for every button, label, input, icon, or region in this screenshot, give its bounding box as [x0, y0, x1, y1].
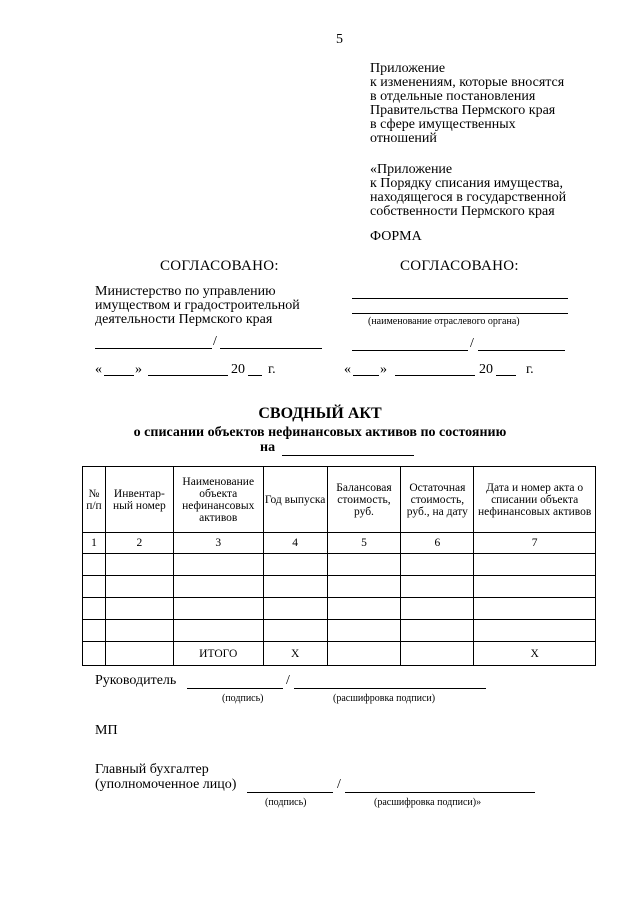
right-quote-close: » — [380, 362, 387, 377]
act-title: СВОДНЫЙ АКТ — [258, 405, 382, 422]
left-day-line — [104, 375, 134, 376]
appendix-line: в отдельные постановления — [370, 89, 536, 104]
right-slash: / — [470, 336, 474, 351]
left-month-line — [148, 375, 228, 376]
right-decode-line — [478, 350, 565, 351]
header-cell: Год выпуска — [263, 467, 327, 533]
header-cell: № п/п — [83, 467, 106, 533]
right-month-line — [395, 375, 475, 376]
accountant-decode-line — [345, 792, 535, 793]
right-day-line — [353, 375, 379, 376]
appendix-line: к изменениям, которые вносятся — [370, 75, 565, 90]
total-cell — [105, 642, 173, 666]
left-slash: / — [213, 334, 217, 349]
header-cell: Остаточная стоимость, руб., на дату — [401, 467, 474, 533]
stamp-label: МП — [95, 723, 118, 738]
ministry-line: имуществом и градостроительной — [95, 298, 300, 313]
appendix-line: к Порядку списания имущества, — [370, 176, 563, 191]
table-row — [83, 598, 596, 620]
left-year: 20 — [231, 362, 245, 377]
appendix-line: отношений — [370, 131, 437, 146]
head-sign-caption: (подпись) — [222, 693, 264, 704]
header-cell: Балансовая стоимость, руб. — [327, 467, 401, 533]
table-row — [83, 554, 596, 576]
right-year-line — [496, 375, 516, 376]
left-decode-line — [220, 348, 322, 349]
appendix-line: собственности Пермского края — [370, 204, 555, 219]
summary-table — [82, 466, 596, 666]
head-decode-caption: (расшифровка подписи) — [333, 693, 436, 704]
right-org-line-1 — [352, 298, 568, 299]
act-on-label: на — [260, 440, 276, 455]
left-quote-open: « — [95, 362, 102, 377]
header-cell: Инвентар-ный номер — [105, 467, 173, 533]
number-cell: 5 — [327, 533, 401, 554]
right-year: 20 — [479, 362, 493, 377]
accountant-decode-caption: (расшифровка подписи)» — [374, 797, 482, 808]
table-row — [83, 576, 596, 598]
number-cell: 2 — [105, 533, 173, 554]
total-cell: Х — [263, 642, 327, 666]
accountant-slash: / — [337, 777, 341, 792]
table-row — [83, 620, 596, 642]
number-cell: 1 — [83, 533, 106, 554]
table-total-row — [83, 642, 596, 666]
procedure-appendix-note — [370, 163, 610, 219]
head-decode-line — [294, 688, 486, 689]
number-cell: 4 — [263, 533, 327, 554]
table-number-row — [83, 533, 596, 554]
total-label-cell: ИТОГО — [173, 642, 263, 666]
right-year-suffix: г. — [526, 362, 534, 377]
head-label: Руководитель — [95, 673, 177, 688]
right-quote-open: « — [344, 362, 351, 377]
left-agreed-heading: СОГЛАСОВАНО: — [160, 258, 279, 274]
total-cell — [401, 642, 474, 666]
appendix-line: Приложение — [370, 61, 446, 76]
total-cell — [83, 642, 106, 666]
head-sign-line — [187, 688, 283, 689]
authorized-person-label: (уполномоченное лицо) — [95, 777, 237, 792]
table-header-row — [83, 467, 596, 533]
appendix-line: в сфере имущественных — [370, 117, 516, 132]
left-sign-line — [95, 348, 212, 349]
ministry-name — [95, 285, 300, 327]
org-caption: (наименование отраслевого органа) — [368, 316, 520, 327]
appendix-line: находящегося в государственной — [370, 190, 567, 205]
form-label: ФОРМА — [370, 229, 422, 244]
accountant-sign-caption: (подпись) — [265, 797, 307, 808]
number-cell: 6 — [401, 533, 474, 554]
left-quote-close: » — [135, 362, 142, 377]
page-number: 5 — [336, 32, 343, 47]
accountant-label: Главный бухгалтер — [95, 762, 209, 777]
left-year-suffix: г. — [268, 362, 276, 377]
ministry-line: Министерство по управлению — [95, 284, 276, 299]
header-cell: Наименование объекта нефинансовых активов — [173, 467, 263, 533]
ministry-line: деятельности Пермского края — [95, 312, 273, 327]
act-date-line — [282, 455, 414, 456]
number-cell: 7 — [474, 533, 596, 554]
head-slash: / — [286, 673, 290, 688]
appendix-line: «Приложение — [370, 162, 453, 177]
act-subtitle: о списании объектов нефинансовых активов по состоянию — [133, 425, 507, 440]
total-cell — [327, 642, 401, 666]
appendix-note — [370, 62, 610, 146]
right-agreed-heading: СОГЛАСОВАНО: — [400, 258, 519, 274]
right-org-line-2 — [352, 313, 568, 314]
right-sign-line — [352, 350, 468, 351]
number-cell: 3 — [173, 533, 263, 554]
accountant-sign-line — [247, 792, 333, 793]
appendix-line: Правительства Пермского края — [370, 103, 556, 118]
total-cell: Х — [474, 642, 596, 666]
header-cell: Дата и номер акта о списании объекта нефинансовых активов — [474, 467, 596, 533]
left-year-line — [248, 375, 262, 376]
